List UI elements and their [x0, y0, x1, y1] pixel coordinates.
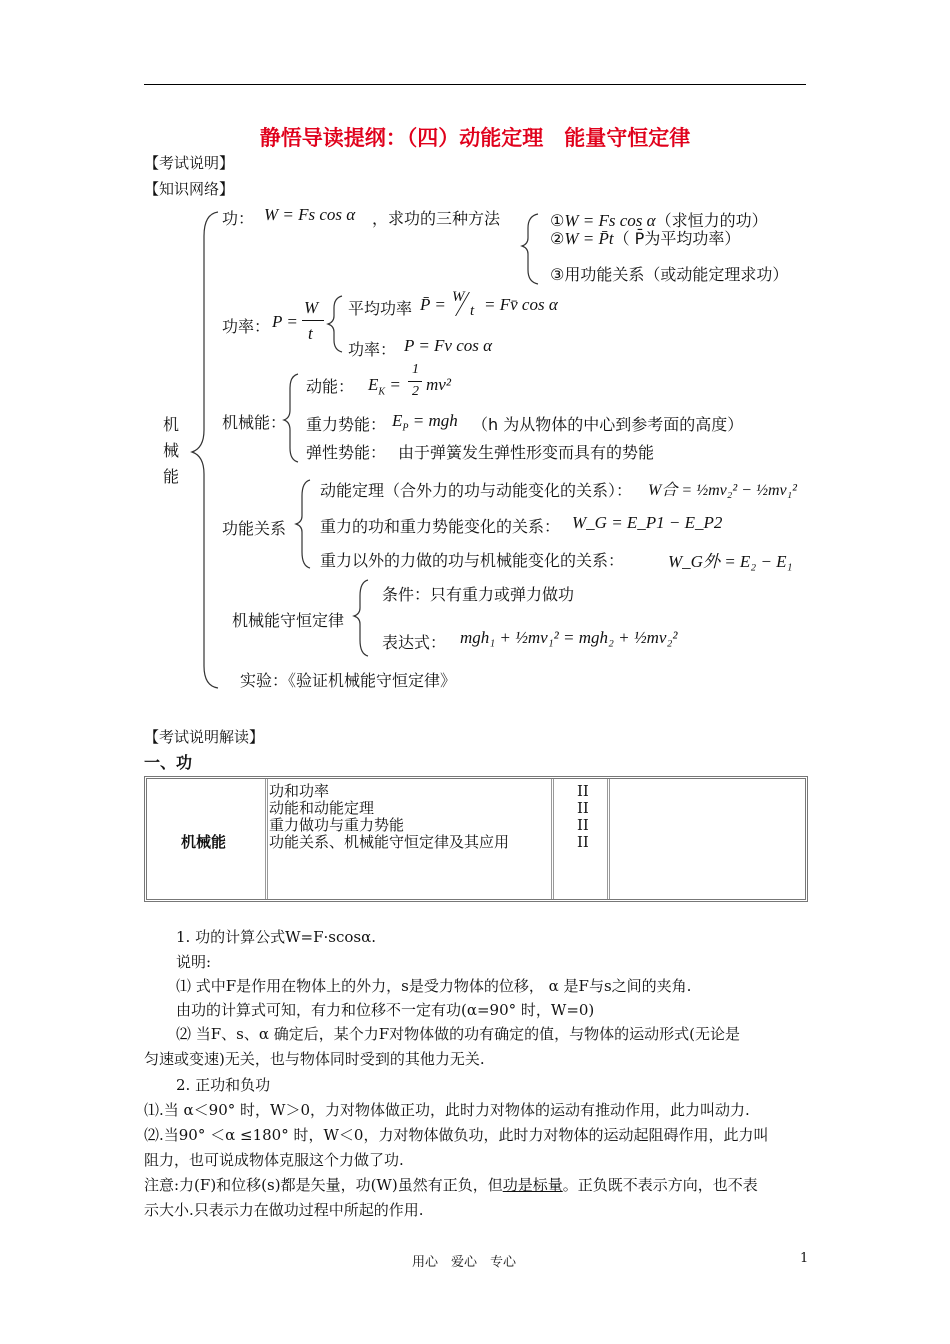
table-level-1: II	[577, 782, 589, 800]
para-7a-pre: 注意:力(F)和位移(s)都是矢量，功(W)虽然有正负，但	[144, 1176, 503, 1194]
inst-power-formula: P = Fv cos α	[404, 336, 493, 355]
power-frac-den: t	[308, 324, 313, 343]
work-energy-item-2-formula: W_G = E_P1 − E_P2	[572, 513, 723, 532]
potential-formula: $E_P$ = mgh	[392, 411, 458, 434]
para-3a: ⑵ 当F、s、α 确定后，某个力F对物体做的功有确定的值，与物体的运动形式(无论是	[176, 1025, 741, 1043]
para-explain: 说明:	[176, 953, 212, 971]
method-1-num: ①	[550, 211, 565, 230]
work-energy-brace	[296, 480, 310, 568]
table-item-3: 重力做功与重力势能	[269, 816, 405, 834]
section-exam-desc: 【考试说明】	[144, 154, 235, 172]
method-2	[550, 226, 740, 249]
methods-brace	[522, 214, 538, 284]
kinetic-half-den: 2	[412, 384, 419, 399]
power-label: 功率：	[222, 317, 271, 336]
power-formula-lhs: P =	[272, 312, 298, 331]
work-energy-item-3: 重力以外的力做的功与机械能变化的关系：	[320, 551, 625, 570]
kinetic-half-num: 1	[412, 362, 419, 377]
page-title: 静悟导读提纲：（四）动能定理 能量守恒定律	[259, 126, 691, 150]
avg-power-den: t	[470, 303, 475, 319]
work-energy-item-1: 动能定理（合外力的功与动能变化的关系）：	[320, 481, 633, 500]
section-part1: 一、功	[144, 753, 193, 772]
power-frac-bar	[302, 320, 324, 321]
table-level-3: II	[577, 816, 589, 834]
power-brace	[328, 296, 342, 352]
experiment: 实验：《验证机械能守恒定律》	[240, 671, 457, 690]
table-item	[269, 783, 509, 851]
conservation-expr-label: 表达式：	[382, 633, 447, 652]
page-number: 1	[800, 1251, 809, 1266]
para-7a	[144, 1176, 758, 1194]
method-3-num: ③	[550, 265, 565, 284]
para-5: ⑴.当 α＜90° 时，W＞0，力对物体做正功，此时力对物体的运动有推动作用，此力叫动力.	[144, 1101, 750, 1119]
table-item-1: 功和功率	[269, 782, 330, 800]
para-7a-post: 。正负既不表示方向，也不表	[562, 1176, 758, 1194]
method-2-note: （ P̄为平均功率）	[613, 229, 741, 248]
avg-power-label: 平均功率	[348, 299, 413, 318]
kinetic-label: 动能：	[306, 377, 355, 396]
table-category: 机械能	[181, 833, 227, 851]
kinetic-rhs: mv²	[426, 375, 451, 394]
work-energy-item-1-formula: W合 = ½mv₂² − ½mv₁²	[648, 482, 797, 499]
method-1-note: （求恒力的功）	[655, 211, 768, 230]
para-1: ⑴ 式中F是作用在物体上的外力，s是受力物体的位移， α 是F与s之间的夹角.	[176, 977, 692, 995]
work-label: 功：	[222, 209, 255, 228]
para-3b: 匀速或变速)无关，也与物体同时受到的其他力无关.	[144, 1050, 485, 1068]
mech-energy-brace	[284, 374, 298, 462]
para-6b: 阻力，也可说成物体克服这个力做了功.	[144, 1151, 404, 1169]
power-frac-num: W	[304, 298, 319, 317]
work-energy-item-3-formula: W_G外 = E₂ − E₁	[668, 552, 793, 571]
para-7a-underlined: 功是标量	[502, 1176, 563, 1194]
work-formula: W = Fs cos α	[264, 205, 356, 224]
network-root: 机械能	[163, 415, 180, 486]
method-1-formula: W = Fs cos α	[564, 211, 656, 230]
table-item-2: 动能和动能定理	[269, 799, 375, 817]
work-suffix: ，求功的三种方法	[372, 209, 501, 228]
method-3	[550, 262, 788, 285]
conservation-brace	[354, 580, 368, 656]
inst-power-label: 功率：	[348, 340, 397, 359]
conservation-condition: 条件：只有重力或弹力做功	[382, 585, 575, 604]
elastic-text: 由于弹簧发生弹性形变而具有的势能	[398, 443, 655, 462]
table-divider-1	[265, 779, 268, 899]
table-levels	[577, 783, 589, 851]
table-divider-2	[551, 779, 554, 899]
para-formula: 1. 功的计算公式W=F·scosα.	[176, 928, 376, 946]
section-exam-interpret: 【考试说明解读】	[144, 728, 265, 746]
potential-note: （h 为从物体的中心到参考面的高度）	[472, 415, 744, 434]
mech-energy-label: 机械能：	[222, 413, 287, 432]
avg-power-lhs: P̄ =	[420, 295, 446, 314]
root-brace	[192, 212, 218, 688]
table-level-2: II	[577, 799, 589, 817]
avg-power-num: W	[452, 289, 465, 305]
potential-label: 重力势能：	[306, 415, 387, 434]
table-level-4: II	[577, 833, 589, 851]
kinetic-formula: $E_K$ =	[368, 375, 401, 398]
method-2-formula: W = P̄t	[564, 229, 614, 248]
table-item-4: 功能关系、机械能守恒定律及其应用	[269, 833, 510, 851]
conservation-label: 机械能守恒定律	[232, 611, 345, 630]
avg-power-rhs: = Fv̄ cos α	[484, 295, 558, 314]
method-2-num: ②	[550, 229, 565, 248]
para-4: 2. 正功和负功	[176, 1076, 271, 1094]
table-divider-3	[607, 779, 610, 899]
footer-motto: 用心 爱心 专心	[412, 1255, 517, 1270]
elastic-label: 弹性势能：	[306, 443, 387, 462]
para-7b: 示大小.只表示力在做功过程中所起的作用.	[144, 1201, 424, 1219]
para-2: 由功的计算式可知，有力和位移不一定有功(α=90° 时，W=0)	[176, 1001, 595, 1019]
work-energy-item-2: 重力的功和重力势能变化的关系：	[320, 517, 561, 536]
para-6a: ⑵.当90° ＜α ≤180° 时，W＜0，力对物体做负功，此时力对物体的运动起阻碍作用，此力叫	[144, 1126, 769, 1144]
syllabus-table	[144, 776, 808, 902]
conservation-expr: mgh₁ + ½mv₁² = mgh₂ + ½mv₂²	[460, 628, 678, 647]
section-knowledge-net: 【知识网络】	[144, 180, 235, 198]
kinetic-half-bar	[408, 381, 422, 382]
work-energy-label: 功能关系	[222, 519, 287, 538]
method-3-text: 用功能关系（或动能定理求功）	[564, 265, 789, 284]
